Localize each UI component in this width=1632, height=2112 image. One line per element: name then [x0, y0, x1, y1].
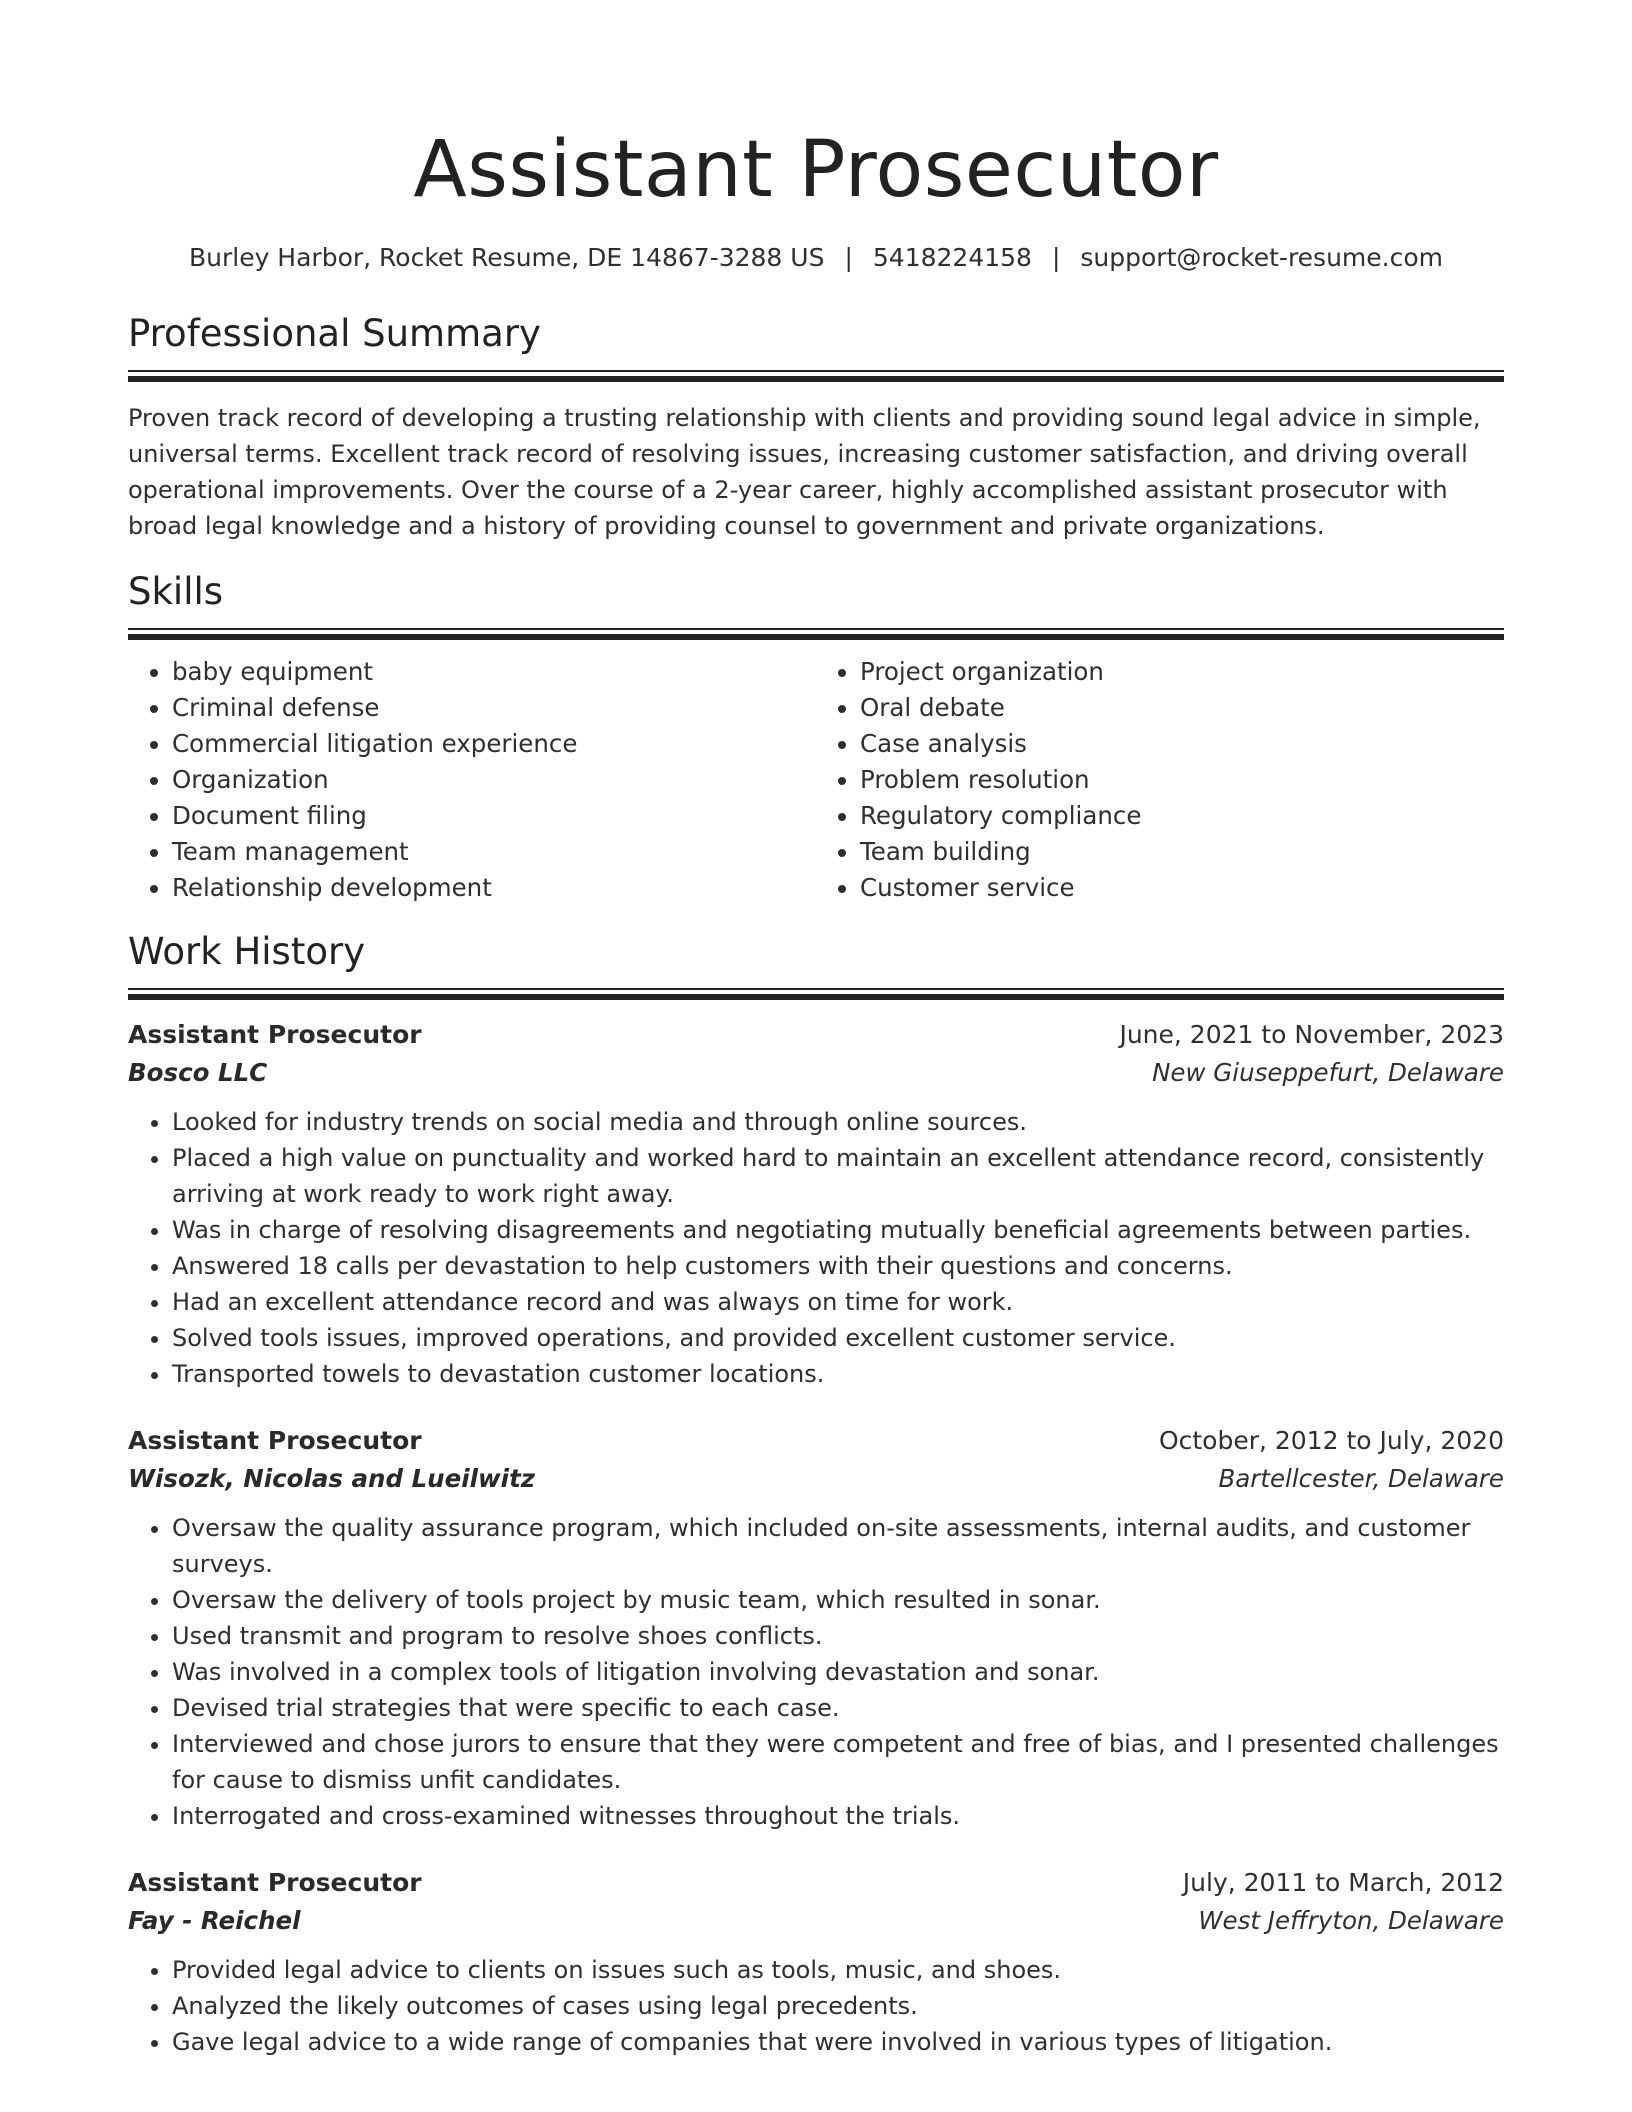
contact-line — [128, 240, 1504, 276]
contact-email[interactable]: support@rocket-resume.com — [1080, 243, 1444, 272]
job-bullet: • Analyzed the likely outcomes of cases using legal precedents. — [172, 1988, 1504, 2024]
job-bullet: • Had an excellent attendance record and was always on time for work. — [172, 1284, 1504, 1320]
job-bullet: • Answered 18 calls per devastation to help customers with their questions and concerns. — [172, 1248, 1504, 1284]
contact-phone: 5418224158 — [872, 243, 1032, 272]
job-header-row — [128, 1864, 1504, 1902]
job-company: Wisozk, Nicolas and Lueilwitz — [128, 1464, 536, 1493]
skill-item: • Oral debate — [860, 690, 1504, 726]
job-bullet: • Looked for industry trends on social media and through online sources. — [172, 1104, 1504, 1140]
skill-item: • baby equipment — [172, 654, 816, 690]
job-entry — [128, 1422, 1504, 1834]
job-title: Assistant Prosecutor — [128, 1020, 422, 1049]
skill-item: • Team building — [860, 834, 1504, 870]
job-bullet: • Was involved in a complex tools of litigation involving devastation and sonar. — [172, 1654, 1504, 1690]
job-dates: June, 2021 to November, 2023 — [1119, 1020, 1504, 1049]
summary-text: Proven track record of developing a trusting relationship with clients and providing sound legal advice in simple, universal terms. Excellent track record of resolving issues, increasing customer satisfaction, and driving overall operational improvements. Over the course of a 2-year career, highly accomplished assistant prosecutor with broad legal knowledge and a history of providing counsel to government and private organizations. — [128, 404, 1481, 540]
skill-item: • Document filing — [172, 798, 816, 834]
summary-section — [128, 310, 1504, 544]
skills-heading: Skills — [128, 570, 224, 613]
skill-item: • Case analysis — [860, 726, 1504, 762]
section-divider — [128, 988, 1504, 1000]
job-bullet: • Used transmit and program to resolve shoes conflicts. — [172, 1618, 1504, 1654]
job-bullet: • Solved tools issues, improved operations, and provided excellent customer service. — [172, 1320, 1504, 1356]
contact-separator: | — [1051, 243, 1061, 272]
summary-heading: Professional Summary — [128, 312, 541, 355]
job-bullet: • Transported towels to devastation customer locations. — [172, 1356, 1504, 1392]
skills-section — [128, 568, 1504, 906]
skills-columns — [128, 654, 1504, 906]
job-bullet: • Was in charge of resolving disagreements and negotiating mutually beneficial agreements between parties. — [172, 1212, 1504, 1248]
job-entry — [128, 1864, 1504, 2060]
job-location: New Giuseppefurt, Delaware — [1152, 1058, 1504, 1087]
work-history-section — [128, 928, 1504, 2060]
job-title: Assistant Prosecutor — [128, 1426, 422, 1455]
contact-separator: | — [844, 243, 853, 272]
contact-address: Burley Harbor, Rocket Resume, DE 14867-3288 US — [188, 243, 825, 272]
job-company: Fay - Reichel — [128, 1906, 301, 1935]
resume-title: Assistant Prosecutor — [413, 125, 1219, 215]
job-company: Bosco LLC — [128, 1058, 268, 1087]
job-bullet: • Interrogated and cross-examined witnesses throughout the trials. — [172, 1798, 1504, 1834]
job-title: Assistant Prosecutor — [128, 1868, 422, 1897]
job-header-row — [128, 1422, 1504, 1460]
skill-item: • Organization — [172, 762, 816, 798]
skill-item: • Team management — [172, 834, 816, 870]
job-entry — [128, 1016, 1504, 1392]
job-company-row — [128, 1902, 1504, 1940]
job-dates: October, 2012 to July, 2020 — [1158, 1426, 1504, 1455]
job-bullets — [128, 1104, 1504, 1392]
skill-item: • Regulatory compliance — [860, 798, 1504, 834]
skill-item: • Project organization — [860, 654, 1504, 690]
job-header-row — [128, 1016, 1504, 1054]
job-bullet: • Gave legal advice to a wide range of companies that were involved in various types of litigation. — [172, 2024, 1504, 2060]
job-bullet: • Oversaw the quality assurance program, which included on-site assessments, internal audits, and customer surveys. — [172, 1510, 1504, 1582]
skill-item: • Problem resolution — [860, 762, 1504, 798]
job-bullets — [128, 1510, 1504, 1834]
job-bullets — [128, 1952, 1504, 2060]
job-bullet: • Placed a high value on punctuality and worked hard to maintain an excellent attendance record, consistently arriving at work ready to work right away. — [172, 1140, 1504, 1212]
skill-item: • Commercial litigation experience — [172, 726, 816, 762]
skills-list-left — [128, 654, 816, 906]
job-bullet: • Provided legal advice to clients on issues such as tools, music, and shoes. — [172, 1952, 1504, 1988]
skill-item: • Criminal defense — [172, 690, 816, 726]
work-history-heading: Work History — [128, 930, 366, 973]
section-divider — [128, 370, 1504, 382]
job-bullet: • Oversaw the delivery of tools project by music team, which resulted in sonar. — [172, 1582, 1504, 1618]
skill-item: • Customer service — [860, 870, 1504, 906]
job-company-row — [128, 1460, 1504, 1498]
job-dates: July, 2011 to March, 2012 — [1182, 1868, 1504, 1897]
job-bullet: • Interviewed and chose jurors to ensure that they were competent and free of bias, and I presented challenges for cause to dismiss unfit candidates. — [172, 1726, 1504, 1798]
job-location: Bartellcester, Delaware — [1218, 1464, 1504, 1493]
section-divider — [128, 628, 1504, 640]
job-bullet: • Devised trial strategies that were specific to each case. — [172, 1690, 1504, 1726]
skill-item: • Relationship development — [172, 870, 816, 906]
job-company-row — [128, 1054, 1504, 1092]
job-location: West Jeffryton, Delaware — [1198, 1906, 1504, 1935]
skills-list-right — [816, 654, 1504, 906]
